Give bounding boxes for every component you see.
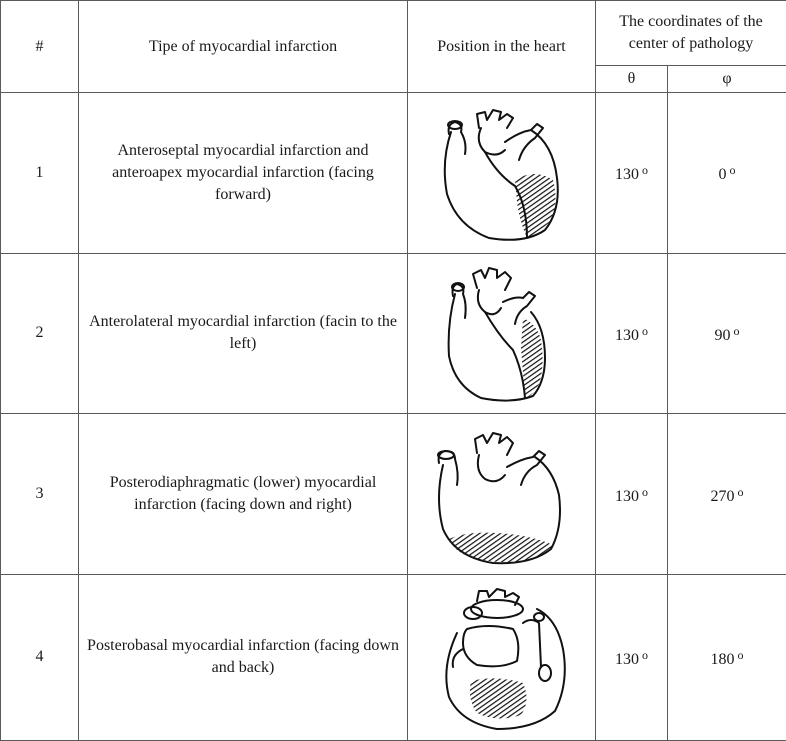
row-number: 1 xyxy=(1,93,79,254)
heart-position-cell xyxy=(408,574,596,740)
degree-symbol: o xyxy=(642,484,648,499)
phi-value xyxy=(668,93,786,254)
heart-inferior-wall-shaded-icon xyxy=(427,423,577,565)
table-row xyxy=(1,253,786,414)
row-number: 3 xyxy=(1,414,79,575)
degree-symbol: o xyxy=(733,323,740,338)
degree-symbol: o xyxy=(642,323,648,338)
header-type: Tipe of myocardial infarction xyxy=(79,1,408,93)
infarction-type: Posterobasal myocardial infarction (facing down and back) xyxy=(79,574,408,740)
degree-symbol: o xyxy=(642,647,648,662)
header-row xyxy=(1,1,786,66)
header-phi: φ xyxy=(668,66,786,93)
infarction-type: Anteroseptal myocardial infarction and anteroapex myocardial infarction (facing forward) xyxy=(79,93,408,254)
heart-posterior-view-shaded-icon xyxy=(427,583,577,731)
heart-position-cell xyxy=(408,414,596,575)
phi-number: 0 xyxy=(718,166,727,184)
infarction-type: Anterolateral myocardial infarction (facin to the left) xyxy=(79,253,408,414)
heart-anterior-view-apex-shaded-icon xyxy=(427,102,577,244)
header-num: # xyxy=(1,1,79,93)
header-position: Position in the heart xyxy=(408,1,596,93)
header-coordinates: The coordinates of the center of pathology xyxy=(596,1,786,66)
header-theta: θ xyxy=(596,66,668,93)
phi-value xyxy=(668,253,786,414)
theta-value xyxy=(596,93,668,254)
theta-number: 130 xyxy=(615,650,639,668)
phi-value xyxy=(668,574,786,740)
infarction-type: Posterodiaphragmatic (lower) myocardial infarction (facing down and right) xyxy=(79,414,408,575)
theta-value xyxy=(596,253,668,414)
table-row xyxy=(1,574,786,740)
theta-number: 130 xyxy=(615,326,639,344)
heart-position-cell xyxy=(408,253,596,414)
row-number: 2 xyxy=(1,253,79,414)
phi-value xyxy=(668,414,786,575)
degree-symbol: o xyxy=(729,163,736,178)
heart-position-cell xyxy=(408,93,596,254)
phi-number: 270 xyxy=(710,487,735,505)
phi-number: 180 xyxy=(710,650,735,668)
degree-symbol: o xyxy=(642,163,648,178)
theta-number: 130 xyxy=(615,487,639,505)
degree-symbol: o xyxy=(737,484,744,499)
degree-symbol: o xyxy=(737,647,744,662)
phi-number: 90 xyxy=(714,326,731,344)
row-number: 4 xyxy=(1,574,79,740)
theta-value xyxy=(596,574,668,740)
table-row xyxy=(1,93,786,254)
table-row xyxy=(1,414,786,575)
theta-value xyxy=(596,414,668,575)
theta-number: 130 xyxy=(615,166,639,184)
heart-anterior-view-lateral-shaded-icon xyxy=(427,262,577,404)
